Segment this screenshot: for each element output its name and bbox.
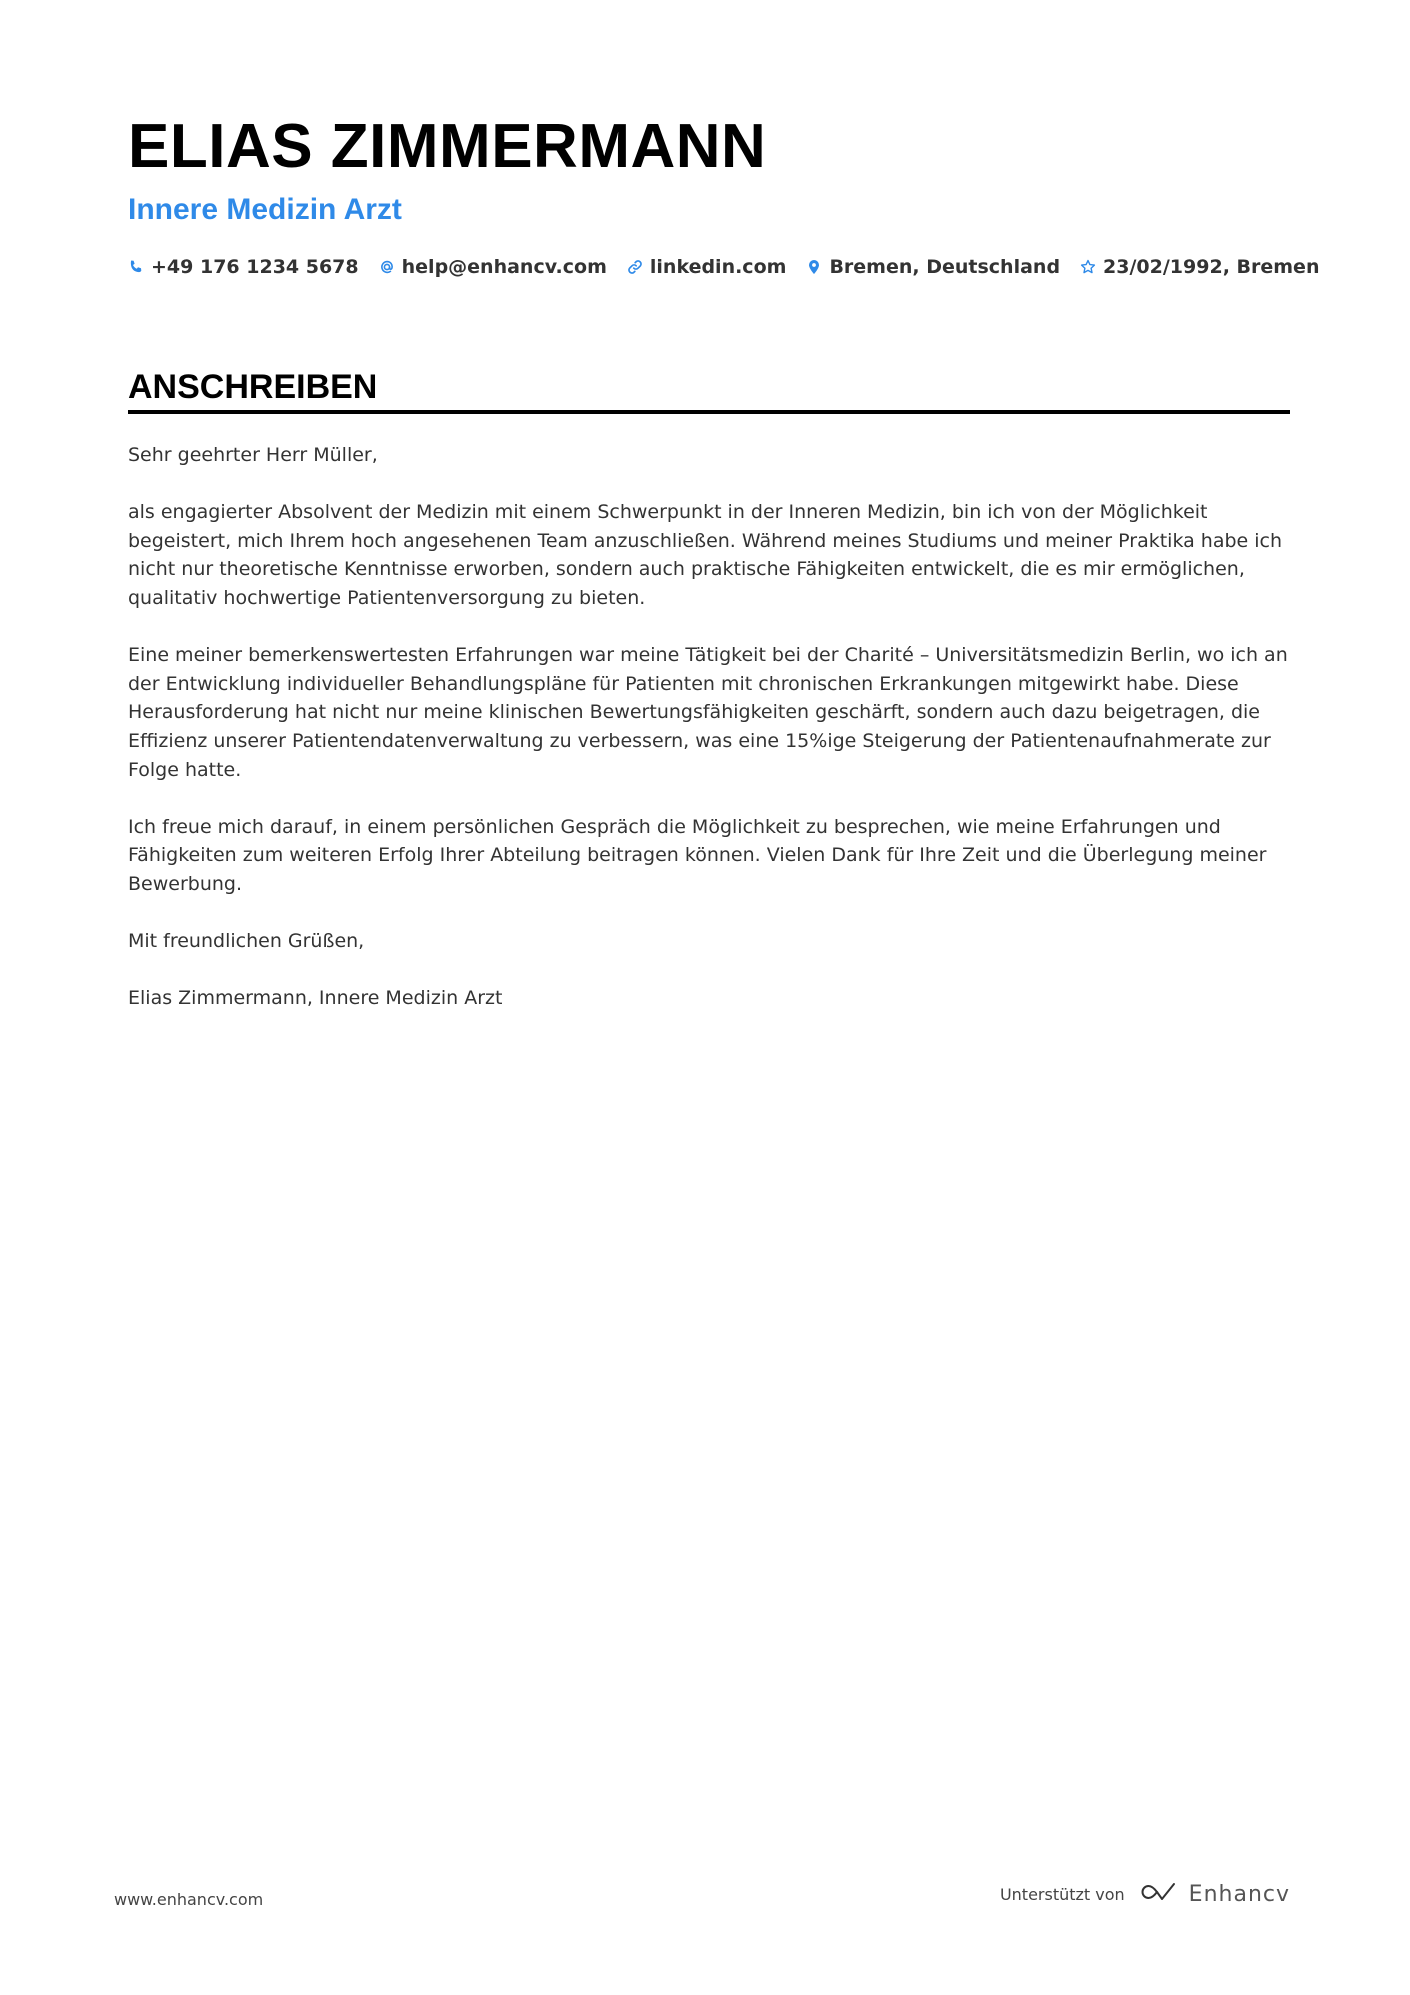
star-icon [1080,259,1096,275]
footer-website[interactable]: www.enhancv.com [114,1890,264,1909]
contact-linkedin-text: linkedin.com [649,256,787,278]
location-pin-icon [806,259,822,275]
phone-icon [128,259,144,275]
letter-paragraph: als engagierter Absolvent der Medizin mit einem Schwerpunkt in der Inneren Medizin, bin ich von der Möglichkeit begeistert, mich Ihrem hoch angesehenen Team anzuschließen. Während meines Studiums und meiner Praktika habe ich nicht nur theoretische Kenntnisse erworben, sondern auch praktische Fähigkeiten entwickelt, die es mir ermöglichen, qualitativ hochwertige Patientenversorgung zu bieten. [128,501,1283,609]
section-title: ANSCHREIBEN [128,368,378,406]
contact-linkedin [627,256,787,278]
letter-salutation: Sehr geehrter Herr Müller, [128,444,378,466]
powered-by-label: Unterstützt von [999,1884,1125,1904]
letter-closing: Mit freundlichen Grüßen, [128,930,365,953]
contact-location [806,256,1060,278]
contact-birth-text: 23/02/1992, Bremen [1103,256,1320,278]
link-icon [627,259,643,275]
letter-signature: Elias Zimmermann, Innere Medizin Arzt [128,987,503,1010]
contact-phone-text: +49 176 1234 5678 [151,256,359,278]
contact-birth [1080,256,1319,278]
contact-email-text: help@enhancv.com [401,256,607,278]
letter-body [128,441,1290,1041]
applicant-name: ELIAS ZIMMERMANN [128,112,767,181]
contact-location-text: Bremen, Deutschland [829,256,1061,278]
applicant-title: Innere Medizin Arzt [128,193,402,226]
section-divider [128,410,1290,414]
letter-paragraph: Eine meiner bemerkenswertesten Erfahrungen war meine Tätigkeit bei der Charité – Universitätsmedizin Berlin, wo ich an der Entwicklung individueller Behandlungspläne für Patienten mit chronischen Erkrankungen mitgewirkt habe. Diese Herausforderung hat nicht nur meine klinischen Bewertungsfähigkeiten geschärft, sondern auch dazu beigetragen, die Effizienz unserer Patientendatenverwaltung zu verbessern, was eine 15%ige Steigerung der Patientenaufnahmerate zur Folge hatte. [128,644,1288,781]
contact-bar [128,251,1319,283]
letter-paragraph: Ich freue mich darauf, in einem persönlichen Gespräch die Möglichkeit zu besprechen, wie meine Erfahrungen und Fähigkeiten zum weiteren Erfolg Ihrer Abteilung beitragen können. Vielen Dank für Ihre Zeit und die Überlegung meiner Bewerbung. [128,815,1267,895]
enhancv-brand-name: Enhancv [1188,1881,1290,1907]
enhancv-logo-icon [1137,1880,1181,1908]
contact-phone [128,256,359,278]
contact-email [379,256,607,278]
footer-powered-by [1000,1880,1290,1908]
at-icon [379,259,395,275]
enhancv-brand[interactable] [1137,1880,1290,1908]
